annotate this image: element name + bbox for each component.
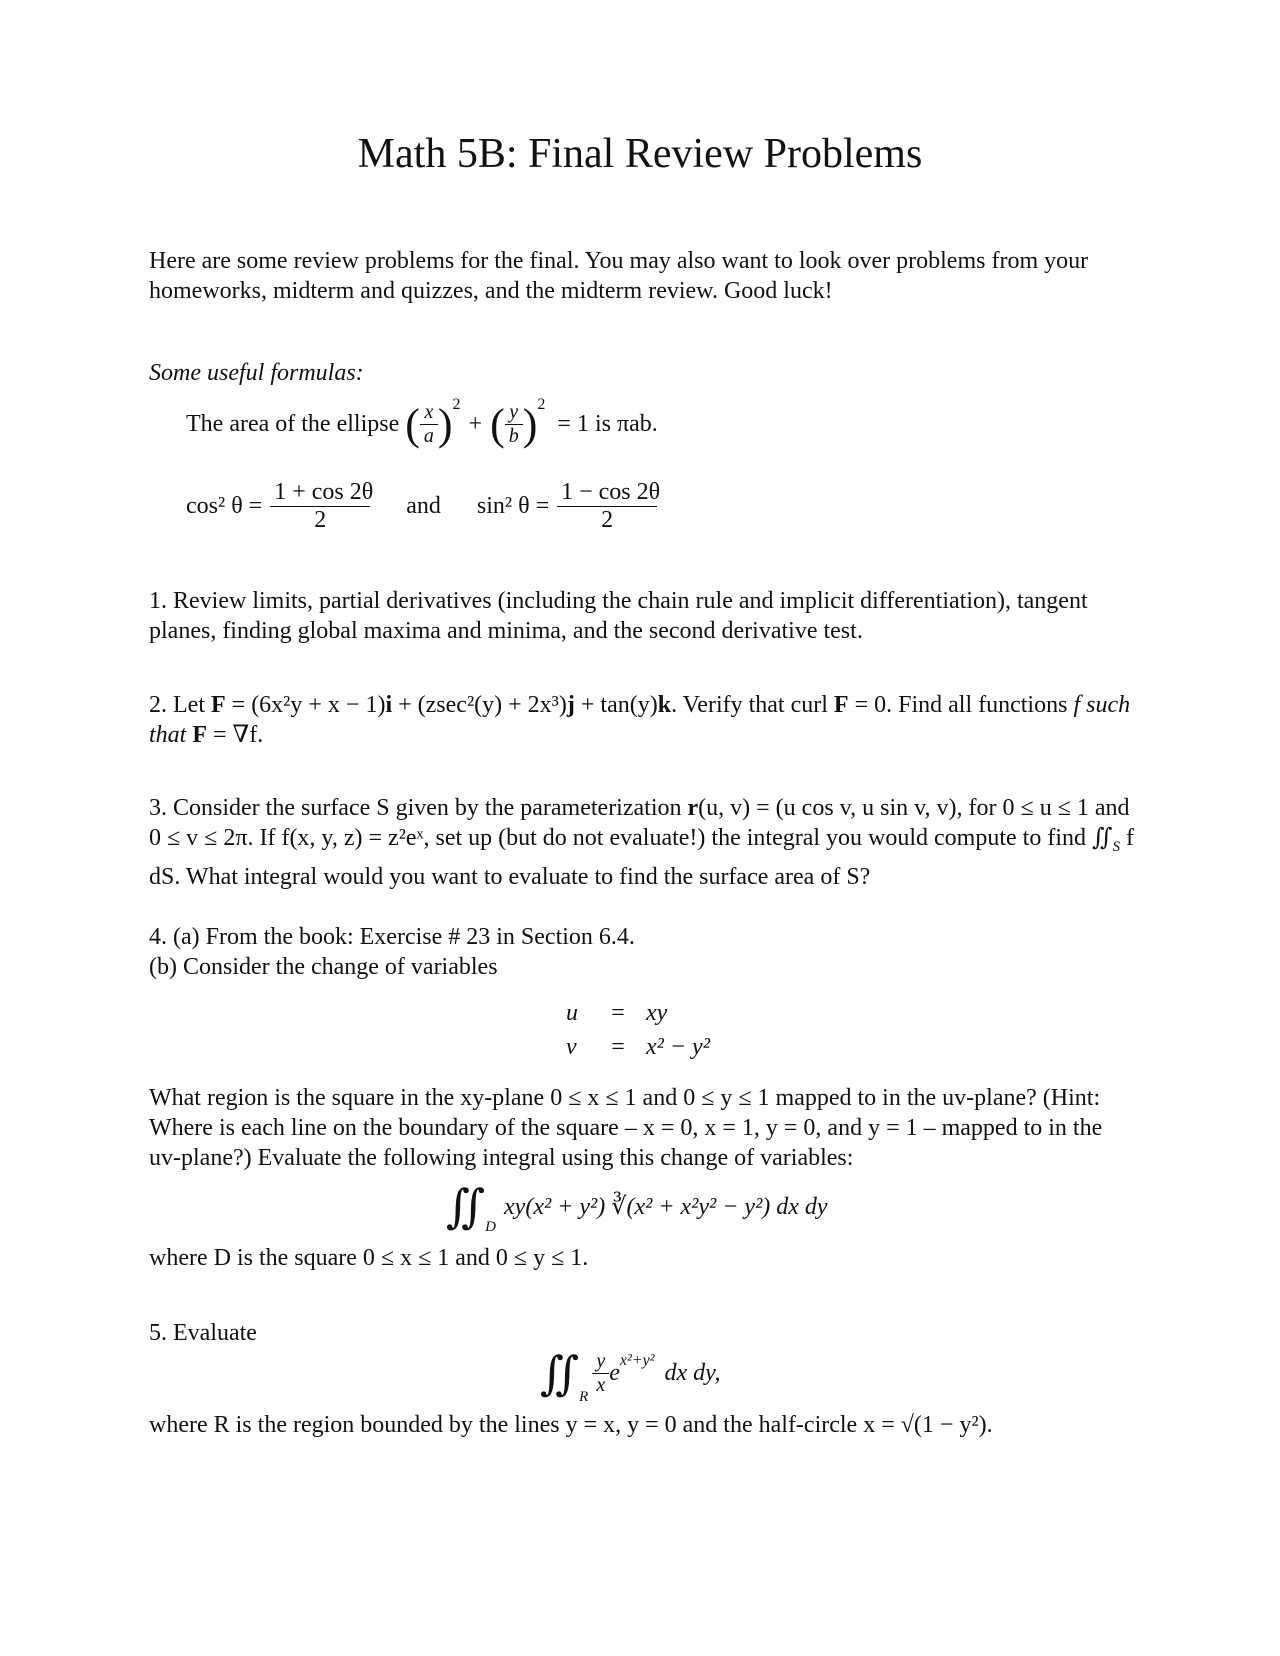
formulas-heading: Some useful formulas: bbox=[149, 360, 364, 386]
integral-r: ∬ R $\frac{y}{x}$ e x²+y² dx dy, bbox=[540, 1348, 721, 1405]
sin-squared-lhs: sin² θ = bbox=[476, 492, 550, 519]
ellipse-formula: The area of the ellipse ( $\frac{x}{a}$ ) 2 + ( $\frac{y}{b}$ ) 2 = 1 is πab. bbox=[186, 396, 658, 449]
problem-4-domain: where D is the square 0 ≤ x ≤ 1 and 0 ≤ y ≤ 1. bbox=[149, 1245, 589, 1271]
cos-squared-fraction: $\frac{1 + \cos 2\theta}{2}$ bbox=[270, 479, 370, 534]
double-integral-sign: ∬ bbox=[446, 1181, 486, 1232]
double-integral-sign: ∬ bbox=[540, 1348, 580, 1399]
problem-5-heading: 5. Evaluate bbox=[149, 1320, 257, 1346]
ellipse-x-over-a: $\frac{x}{a}$ bbox=[420, 401, 438, 448]
problem-3: 3. Consider the surface S given by the parameterization r(u, v) = (u cos v, u sin v, v), for 0 ≤ u ≤ 1 and 0 ≤ v ≤ 2π. If f(x, y, z) = z²eˣ, set up (but do not evaluate!) the integral you would compute to find $∬_S$ f dS. What integral would you want to evaluate to find the surface area of S? bbox=[149, 795, 1134, 890]
problem-1: 1. Review limits, partial derivatives (including the chain rule and implicit differentiation), tangent planes, finding global maxima and minima, and the second derivative test. bbox=[149, 588, 1088, 644]
problem-4-part-a: 4. (a) From the book: Exercise # 23 in Section 6.4. bbox=[149, 924, 635, 950]
page-title: Math 5B: Final Review Problems bbox=[357, 131, 923, 177]
ellipse-lead: The area of the ellipse bbox=[186, 410, 400, 437]
integral-d: ∬ D xy(x² + y²) ∛(x² + x²y² − y²) dx dy bbox=[446, 1181, 828, 1235]
intro-paragraph: Here are some review problems for the final. You may also want to look over problems from your homeworks, midterm and quizzes, and the midterm review. Good luck! bbox=[149, 248, 1089, 304]
cos-squared-lhs: cos² θ = bbox=[186, 492, 263, 519]
change-of-variables-v: v = x² − y² bbox=[566, 1034, 710, 1060]
trig-and: and bbox=[406, 492, 441, 519]
change-of-variables-u: u = xy bbox=[566, 1000, 668, 1026]
problem-4-region-question: What region is the square in the xy-plane 0 ≤ x ≤ 1 and 0 ≤ y ≤ 1 mapped to in the uv-plane? (Hint: Where is each line on the boundary of the square – x = 0, x = 1, y = 0, and y = 1 – mapped to in the uv-plane?) Evaluate the following integral using this change of variables: bbox=[149, 1085, 1103, 1171]
problem-4-part-b: (b) Consider the change of variables bbox=[149, 954, 498, 980]
sin-squared-fraction: $\frac{1 - \cos 2\theta}{2}$ bbox=[557, 479, 657, 534]
problem-2: 2. Let F = (6x²y + x − 1)i + (zsec²(y) + 2x³)j + tan(y)k. Verify that curl F = 0. Find all functions f such that F = ∇f. bbox=[149, 692, 1131, 748]
trig-formulas bbox=[186, 474, 661, 538]
ellipse-y-over-b: $\frac{y}{b}$ bbox=[505, 401, 523, 448]
problem-5-region: where R is the region bounded by the lines y = x, y = 0 and the half-circle x = √(1 − y²). bbox=[149, 1412, 993, 1438]
integrand: xy(x² + y²) ∛(x² + x²y² − y²) dx dy bbox=[504, 1193, 828, 1220]
y-over-x: $\frac{y}{x}$ bbox=[592, 1350, 609, 1397]
